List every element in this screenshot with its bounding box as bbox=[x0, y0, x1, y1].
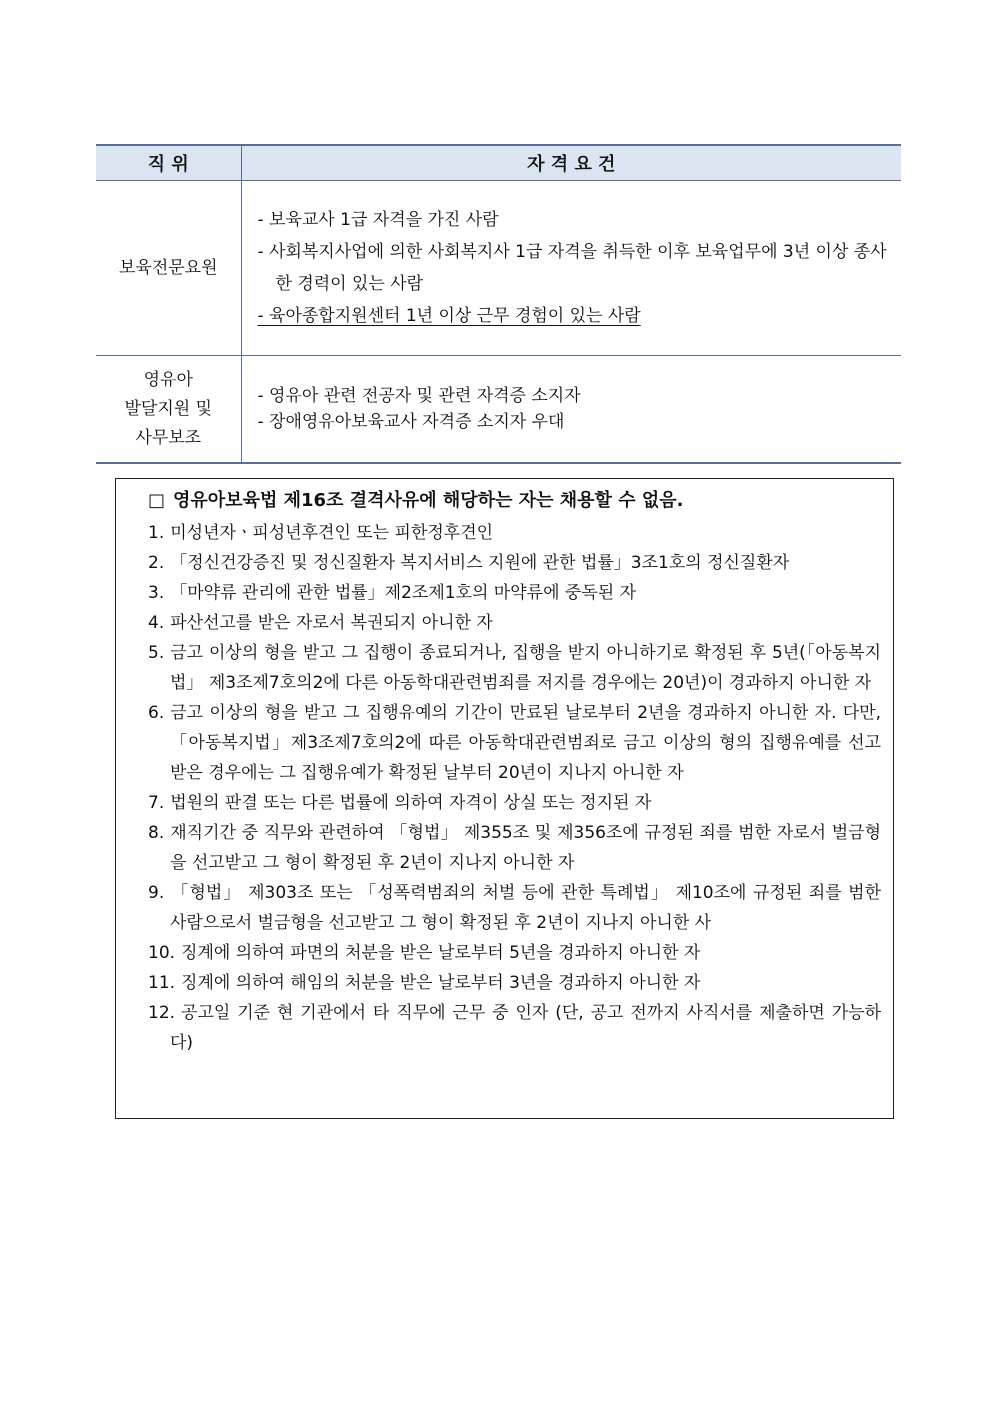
item-number: 1. bbox=[148, 523, 165, 543]
position-line: 사무보조 bbox=[135, 427, 202, 448]
requirement-item: - 보육교사 1급 자격을 가진 사람 bbox=[257, 210, 499, 230]
table-header-row bbox=[96, 145, 901, 181]
notice-title-text: 영유아보육법 제16조 결격사유에 해당하는 자는 채용할 수 없음. bbox=[173, 490, 684, 511]
list-item bbox=[148, 998, 881, 1058]
item-number: 11. bbox=[148, 973, 176, 993]
header-requirements: 자 격 요 건 bbox=[241, 145, 901, 181]
list-item bbox=[148, 818, 881, 878]
requirements-cell bbox=[241, 181, 901, 356]
requirement-item bbox=[258, 300, 888, 332]
item-text: 「형법」 제303조 또는 「성폭력범죄의 처벌 등에 관한 특례법」 제10조에 규정된 죄를 범한 사람으로서 벌금형을 선고받고 그 형이 확정된 후 2년이 지나지 아니한 사 bbox=[170, 883, 881, 933]
table-row bbox=[96, 356, 901, 464]
list-item bbox=[148, 938, 881, 968]
position-cell bbox=[96, 356, 241, 464]
item-text: 공고일 기준 현 기관에서 타 직무에 근무 중 인자 (단, 공고 전까지 사직서를 제출하면 가능하다) bbox=[170, 1003, 881, 1053]
item-number: 4. bbox=[148, 613, 165, 633]
item-text: 금고 이상의 형을 받고 그 집행이 종료되거나, 집행을 받지 아니하기로 확정된 후 5년(「아동복지법」 제3조제7호의2에 다른 아동학대관련범죄를 저지를 경우에는 20년)이 경과하지 아니한 자 bbox=[170, 643, 881, 693]
requirement-item: - 영유아 관련 전공자 및 관련 자격증 소지자 bbox=[257, 386, 581, 406]
item-text: 징계에 의하여 파면의 처분을 받은 날로부터 5년을 경과하지 아니한 자 bbox=[181, 943, 701, 963]
item-text: 법원의 판결 또는 다른 법률에 의하여 자격이 상실 또는 정지된 자 bbox=[170, 793, 652, 813]
item-text: 「마약류 관리에 관한 법률」제2조제1호의 마약류에 중독된 자 bbox=[170, 583, 636, 603]
disqualification-notice-box bbox=[115, 478, 894, 1119]
requirement-list bbox=[242, 204, 902, 332]
item-text: 미성년자ㆍ피성년후견인 또는 피한정후견인 bbox=[170, 523, 494, 543]
checkbox-bullet-icon: □ bbox=[148, 490, 166, 511]
table-row bbox=[96, 181, 901, 356]
header-position: 직 위 bbox=[96, 145, 241, 181]
list-item bbox=[148, 548, 881, 578]
disqualification-list bbox=[148, 518, 881, 1058]
list-item bbox=[148, 878, 881, 938]
item-number: 6. bbox=[148, 703, 165, 723]
item-number: 7. bbox=[148, 793, 165, 813]
item-text: 징계에 의하여 해임의 처분을 받은 날로부터 3년을 경과하지 아니한 자 bbox=[181, 973, 701, 993]
item-number: 5. bbox=[148, 643, 165, 663]
item-number: 12. bbox=[148, 1003, 176, 1023]
list-item bbox=[148, 578, 881, 608]
notice-title bbox=[148, 486, 881, 516]
item-number: 3. bbox=[148, 583, 165, 603]
list-item bbox=[148, 788, 881, 818]
list-item bbox=[148, 608, 881, 638]
requirement-list bbox=[242, 383, 902, 435]
qualification-table bbox=[96, 144, 901, 464]
item-number: 2. bbox=[148, 553, 165, 573]
item-text: 「정신건강증진 및 정신질환자 복지서비스 지원에 관한 법률」3조1호의 정신질환자 bbox=[170, 553, 790, 573]
requirements-cell bbox=[241, 356, 901, 464]
item-text: 재직기간 중 직무와 관련하여 「형법」 제355조 및 제356조에 규정된 죄를 범한 자로서 벌금형을 선고받고 그 형이 확정된 후 2년이 지나지 아니한 자 bbox=[170, 823, 881, 873]
item-text: 금고 이상의 형을 받고 그 집행유예의 기간이 만료된 날로부터 2년을 경과하지 아니한 자. 다만, 「아동복지법」제3조제7호의2에 따른 아동학대관련범죄로 금고 이상의 형의 집행유예를 선고받은 경우에는 그 집행유예가 확정된 날부터 20년이 지나지 아니한 자 bbox=[170, 703, 881, 783]
list-item bbox=[148, 698, 881, 788]
position-cell bbox=[96, 181, 241, 356]
position-line: 발달지원 및 bbox=[124, 398, 212, 419]
list-item bbox=[148, 518, 881, 548]
list-item bbox=[148, 638, 881, 698]
item-text: 파산선고를 받은 자로서 복권되지 아니한 자 bbox=[170, 613, 493, 633]
item-number: 9. bbox=[148, 883, 165, 903]
position-line: 보육전문요원 bbox=[118, 257, 218, 278]
item-number: 10. bbox=[148, 943, 176, 963]
requirement-item: - 사회복지사업에 의한 사회복지사 1급 자격을 취득한 이후 보육업무에 3년 이상 종사한 경력이 있는 사람 bbox=[257, 242, 887, 294]
list-item bbox=[148, 968, 881, 998]
requirement-item: - 장애영유아보육교사 자격증 소지자 우대 bbox=[257, 412, 565, 432]
requirement-item-underlined: - 육아종합지원센터 1년 이상 근무 경험이 있는 사람 bbox=[257, 306, 641, 326]
position-line: 영유아 bbox=[143, 369, 193, 390]
item-number: 8. bbox=[148, 823, 165, 843]
